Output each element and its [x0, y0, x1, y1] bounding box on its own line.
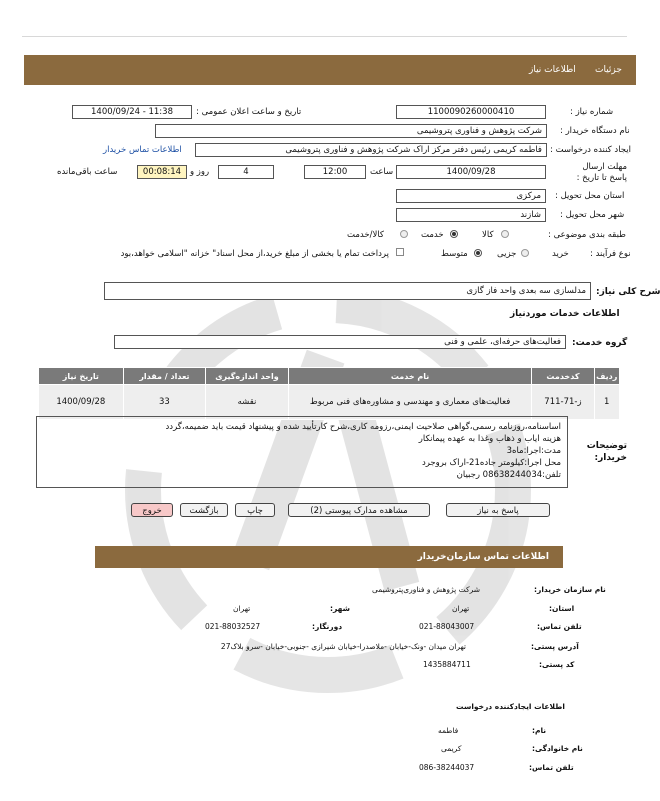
creator-info-title: اطلاعات ایجادکننده درخواست — [456, 702, 565, 711]
top-divider — [22, 36, 627, 37]
process-minor-radio[interactable] — [521, 249, 529, 257]
col-unit: واحد اندازه‌گیری — [206, 368, 289, 385]
buyer-notes-box — [36, 416, 568, 488]
buyer-notes-label: توضیحات خریدار: — [586, 441, 627, 463]
cell-unit: نقشه — [206, 385, 289, 420]
summary-field: مدلسازی سه بعدی واحد فاز گازی — [104, 282, 591, 300]
cell-name: فعالیت‌های معماری و مهندسی و مشاوره‌های فنی مربوط — [288, 385, 532, 420]
category-label: طبقه بندی موضوعی : — [548, 230, 626, 240]
contact-fax-value: 021-88032527 — [205, 622, 261, 631]
summary-label: شرح کلی نیاز: — [596, 287, 660, 297]
table-row — [39, 385, 620, 420]
contact-address-label: آدرس پستی: — [531, 642, 579, 651]
contact-org-value: شرکت پژوهش و فناوری‌پتروشیمی — [372, 585, 480, 594]
process-buy: خرید — [552, 249, 569, 259]
print-button[interactable]: چاپ — [235, 503, 275, 517]
announce-field: 1400/09/24 - 11:38 — [72, 105, 192, 119]
contact-phone-label: تلفن تماس: — [537, 622, 582, 631]
process-minor-label: جزیی — [497, 249, 517, 259]
creator-name-label: نام: — [532, 726, 547, 735]
contact-fax-label: دورنگار: — [312, 622, 343, 631]
city-label: شهر محل تحویل : — [560, 210, 625, 220]
contact-org-label: نام سازمان خریدار: — [534, 585, 606, 594]
services-table — [38, 367, 620, 420]
creator-phone-value: 086-38244037 — [419, 763, 475, 772]
exit-button[interactable]: خروج — [131, 503, 173, 517]
process-label: نوع فرآیند : — [590, 249, 631, 259]
creator-label: ایجاد کننده درخواست : — [550, 145, 632, 155]
reply-button[interactable]: پاسخ به نیاز — [446, 503, 550, 517]
col-name: نام خدمت — [288, 368, 532, 385]
contact-city-value: تهران — [233, 604, 251, 613]
days-label: روز و — [190, 167, 210, 177]
contact-postal-label: کد پستی: — [539, 660, 575, 669]
page-header — [24, 55, 636, 85]
need-number-label: شماره نیاز : — [570, 107, 614, 117]
tab-details[interactable]: جزئیات — [595, 65, 622, 75]
contact-city-label: شهر: — [330, 604, 350, 613]
contact-province-value: تهران — [452, 604, 470, 613]
creator-family-label: نام خانوادگی: — [532, 744, 583, 753]
attachments-button[interactable]: مشاهده مدارک پیوستی (2) — [288, 503, 430, 517]
service-group-field: فعالیت‌های حرفه‌ای، علمی و فنی — [114, 335, 566, 349]
creator-name-value: فاطمه — [438, 726, 459, 735]
category-both-label: کالا/خدمت — [347, 230, 384, 240]
buyer-note-line: تلفن:08638244034 رجبیان — [456, 470, 561, 480]
deadline-label: مهلت ارسال پاسخ تا تاریخ : — [576, 162, 627, 183]
col-code: کدخدمت — [532, 368, 594, 385]
province-label: استان محل تحویل : — [555, 191, 625, 201]
buyer-note-line: اساسنامه،روزنامه رسمی،گواهی صلاحیت ایمنی،رزومه کاری،شرح کارتأیید شده و پیشنهاد قیمت باید ضمیمه،گردد — [165, 422, 561, 432]
creator-family-value: کریمی — [441, 744, 462, 753]
days-field: 4 — [218, 165, 274, 179]
col-index: ردیف — [594, 368, 619, 385]
remaining-time-field: 00:08:14 — [137, 165, 187, 179]
category-service-radio[interactable] — [450, 230, 458, 238]
cell-index: 1 — [594, 385, 619, 420]
back-button[interactable]: بازگشت — [180, 503, 228, 517]
payment-checkbox[interactable] — [396, 248, 404, 256]
process-medium-radio[interactable] — [474, 249, 482, 257]
buyer-note-line: محل اجرا:کیلومتر جاده21-اراک بروجرد — [421, 458, 561, 468]
announce-label: تاریخ و ساعت اعلان عمومی : — [196, 107, 302, 117]
tab-need-info[interactable]: اطلاعات نیاز — [529, 65, 576, 75]
contact-address-value: تهران میدان -ونک-خیابان -ملاصدرا-خیابان شیرازی -جنوبی-خیابان -سرو بلاک27 — [220, 642, 466, 651]
col-qty: تعداد / مقدار — [123, 368, 206, 385]
process-medium-label: متوسط — [441, 249, 468, 259]
services-section-title: اطلاعات خدمات موردنیاز — [510, 309, 620, 319]
creator-phone-label: تلفن تماس: — [529, 763, 574, 772]
category-goods-label: کالا — [482, 230, 494, 240]
cell-date: 1400/09/28 — [39, 385, 124, 420]
time-label: ساعت — [370, 167, 394, 177]
need-number-field: 1100090260000410 — [396, 105, 546, 119]
deadline-time-field: 12:00 — [304, 165, 366, 179]
payment-note: پرداخت تمام یا بخشی از مبلغ خرید،از محل اسناد" خزانه "اسلامی خواهد،بود — [120, 249, 389, 259]
cell-qty: 33 — [123, 385, 206, 420]
contact-province-label: استان: — [549, 604, 575, 613]
deadline-date-field: 1400/09/28 — [396, 165, 546, 179]
category-both-radio[interactable] — [400, 230, 408, 238]
buyer-contact-link[interactable]: اطلاعات تماس خریدار — [103, 145, 182, 155]
buyer-note-line: مدت:اجرا:ماه3 — [506, 446, 561, 456]
buyer-org-label: نام دستگاه خریدار : — [560, 126, 630, 136]
contact-postal-value: 1435884711 — [423, 660, 471, 669]
col-date: تاریخ نیاز — [39, 368, 124, 385]
creator-field: فاطمه کریمی رئیس دفتر مرکز اراک شرکت پژوهش و فناوری پتروشیمی — [195, 143, 547, 157]
cell-code: ز-71-711 — [532, 385, 594, 420]
buyer-org-field: شرکت پژوهش و فناوری پتروشیمی — [155, 124, 547, 138]
category-service-label: خدمت — [421, 230, 444, 240]
contact-phone-value: 021-88043007 — [419, 622, 475, 631]
remaining-label: ساعت باقی‌مانده — [57, 167, 118, 177]
buyer-note-line: هزینه ایاب و ذهاب وغذا به عهده پیمانکار — [418, 434, 561, 444]
city-field: شازند — [396, 208, 546, 222]
contact-section-title: اطلاعات تماس سازمان‌خریدار — [417, 552, 549, 562]
province-field: مرکزی — [396, 189, 546, 203]
service-group-label: گروه خدمت: — [572, 338, 628, 348]
category-goods-radio[interactable] — [501, 230, 509, 238]
contact-section-header — [95, 546, 563, 568]
